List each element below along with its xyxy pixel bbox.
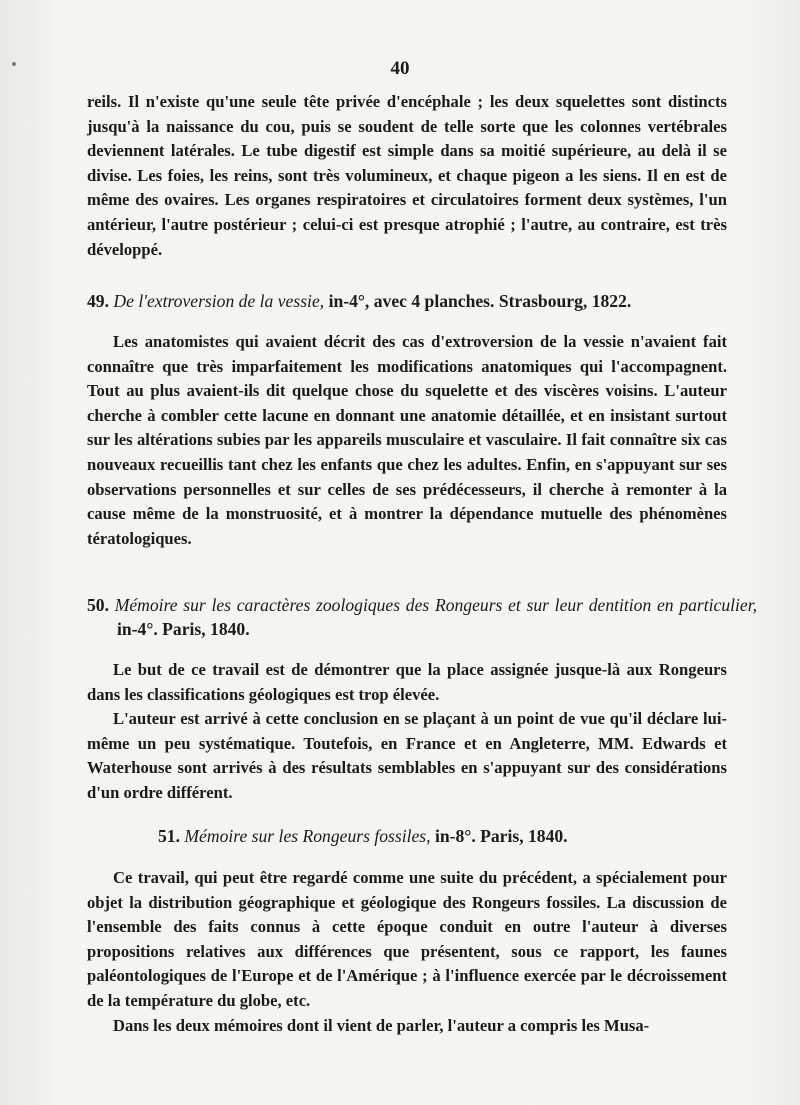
paragraph-text: Les anatomistes qui avaient décrit des cas d'extroversion de la vessie n'avaient fait connaître que très imparfaitement les modifications anatomiques qui l'accompagnent. Tout au plus avaient-ils dit quelque chose du squelette et des viscères voisins. L'auteur cherche à combler cette lacune en donnant une anatomie détaillée, et en insistant surtout sur les altérations subies par les appareils musculaire et vasculaire. Il fait connaître six cas nouveaux recueillis tant chez les enfants que chez les adultes. Enfin, en s'appuyant sur ses observations personnelles et sur celles de ses prédécesseurs, il cherche à remonter à la cause même de la monstruosité, et à montrer la dépendance mutuelle des phénomènes tératologiques. [87,332,727,548]
entry-heading-49 [87,289,727,313]
continued-paragraph [87,90,727,262]
entry-title: Mémoire sur les Rongeurs fossiles, [184,826,431,846]
page-number: 40 [390,58,410,79]
entry-title: Mémoire sur les caractères zoologiques des Rongeurs et sur leur dentition en particulier, [114,595,757,615]
entry-number: 49. [87,291,109,311]
entry-body-50 [87,658,727,806]
entry-body-49 [87,330,727,551]
paragraph-text: Dans les deux mémoires dont il vient de parler, l'auteur a compris les Musa- [113,1015,650,1035]
paragraph-text: reils. Il n'existe qu'une seule tête privée d'encéphale ; les deux squelettes sont distincts jusqu'à la naissance du cou, puis se soudent de telle sorte que les colonnes vertébrales deviennent latérales. Le tube digestif est simple dans sa moitié supérieure, au delà il se divise. Les foies, les reins, sont très volumineux, et chaque pigeon a les siens. Il en est de même des ovaires. Les organes respiratoires et circulatoires forment deux systèmes, l'un antérieur, l'autre postérieur ; celui-ci est presque atrophié ; l'autre, au contraire, est très développé. [87,92,727,259]
entry-body-51 [87,866,727,1038]
entry-heading-50 [87,593,757,641]
entry-heading-51 [158,824,718,848]
paragraph-text: Ce travail, qui peut être regardé comme une suite du précédent, a spécialement pour objet la distribution géographique et géologique des Rongeurs fossiles. La discussion de l'ensemble des faits connus à cette époque conduit en outre l'auteur à diverses propositions relatives aux différences que présentent, sous ce rapport, les faunes paléontologiques de l'Europe et de l'Amérique ; à l'influence exercée par le décroissement de la température du globe, etc. [87,868,727,1010]
entry-details: in-8°. Paris, 1840. [434,826,568,846]
paragraph-text: L'auteur est arrivé à cette conclusion en se plaçant à un point de vue qu'il déclare lui-même un peu systématique. Toutefois, en France et en Angleterre, MM. Edwards et Waterhouse sont arrivés à des résultats semblables en s'appuyant sur des considérations d'un ordre différent. [87,709,727,802]
paragraph-text: Le but de ce travail est de démontrer que la place assignée jusque-là aux Rongeurs dans les classifications géologiques est trop élevée. [87,660,727,704]
entry-details: in-4°, avec 4 planches. Strasbourg, 1822. [328,291,632,311]
entry-title: De l'extroversion de la vessie, [113,291,325,311]
entry-number: 50. [87,595,109,615]
entry-details: in-4°. Paris, 1840. [117,619,250,639]
entry-number: 51. [158,826,180,846]
